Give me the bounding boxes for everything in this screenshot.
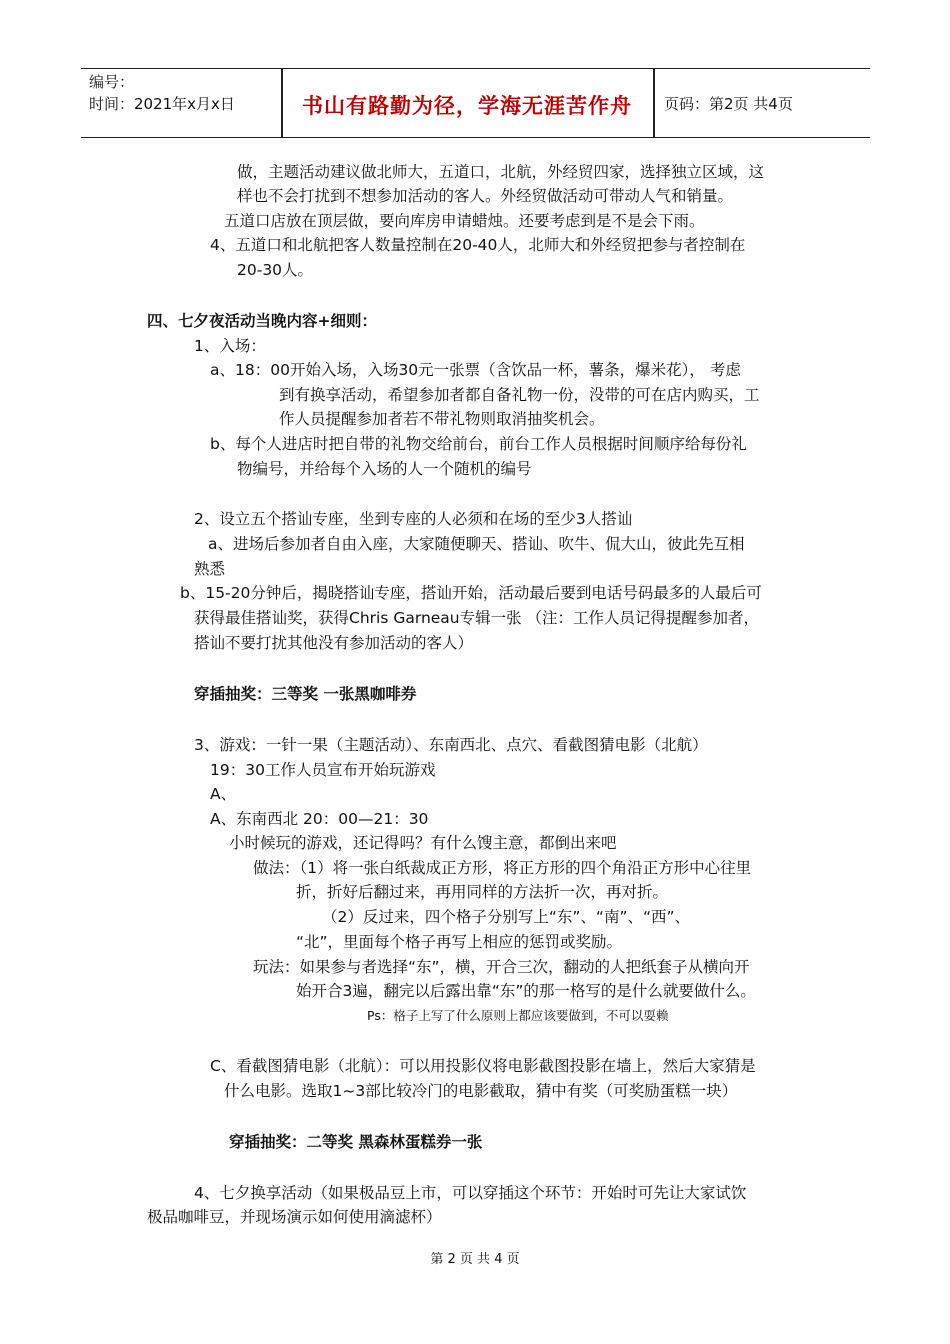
body-line: a、18：00开始入场，入场30元一张票（含饮品一杯，薯条，爆米花）， 考虑 [210, 361, 741, 379]
page-footer: 第 2 页 共 4 页 [430, 1252, 520, 1267]
header-meta [89, 71, 235, 115]
body-line: 19：30工作人员宣布开始玩游戏 [210, 761, 436, 779]
number-label: 编号： [89, 73, 135, 91]
motto: 书山有路勤为径，学海无涯苦作舟 [302, 94, 632, 118]
body-line: 4、七夕换享活动（如果极品豆上市，可以穿插这个环节：开始时可先让大家试饮 [194, 1184, 747, 1202]
body-line: 1、入场： [194, 337, 266, 355]
body-line: A、东南西北 20：00—21：30 [210, 810, 429, 828]
body-line: b、15-20分钟后，揭晓搭讪专座，搭讪开始，活动最后要到电话号码最多的人最后可 [180, 584, 762, 602]
body-line: 五道口店放在顶层做，要向库房申请蜡烛。还要考虑到是不是会下雨。 [224, 212, 705, 230]
page-info: 页码：第2页 共4页 [664, 95, 793, 113]
header-divider [653, 69, 655, 137]
body-line: 做，主题活动建议做北师大，五道口，北航，外经贸四家，选择独立区域，这 [237, 163, 765, 181]
body-line: a、进场后参加者自由入座，大家随便聊天、搭讪、吹牛、侃大山，彼此先互相 [208, 535, 745, 553]
body-line: 折，折好后翻过来，再用同样的方法折一次，再对折。 [296, 883, 669, 901]
body-line: 物编号，并给每个入场的人一个随机的编号 [237, 460, 532, 478]
body-line: 小时候玩的游戏，还记得吗？有什么馊主意，都倒出来吧 [229, 834, 617, 852]
body-line: 作人员提醒参加者若不带礼物则取消抽奖机会。 [279, 410, 605, 428]
body-line: b、每个人进店时把自带的礼物交给前台，前台工作人员根据时间顺序给每份礼 [210, 435, 747, 453]
body-line: 始开合3遍，翻完以后露出靠“东”的那一格写的是什么就要做什么。 [296, 982, 756, 1000]
lottery-heading: 穿插抽奖：三等奖 一张黑咖啡券 [194, 685, 417, 703]
lottery-heading: 穿插抽奖：二等奖 黑森林蛋糕券一张 [229, 1133, 483, 1151]
body-line: 做法：（1）将一张白纸裁成正方形，将正方形的四个角沿正方形中心往里 [253, 859, 752, 877]
body-line: 3、游戏：一针一果（主题活动）、东南西北、点穴、看截图猜电影（北航） [194, 736, 708, 754]
body-line: 4、五道口和北航把客人数量控制在20-40人，北师大和外经贸把参与者控制在 [210, 236, 746, 254]
body-line: 2、设立五个搭讪专座，坐到专座的人必须和在场的至少3人搭讪 [194, 510, 633, 528]
body-line: 玩法：如果参与者选择“东”，横，开合三次，翻动的人把纸套子从横向开 [253, 958, 750, 976]
body-line: “北”，里面每个格子再写上相应的惩罚或奖励。 [296, 933, 623, 951]
body-line: C、看截图猜电影（北航）：可以用投影仪将电影截图投影在墙上，然后大家猜是 [210, 1057, 756, 1075]
body-line: 极品咖啡豆，并现场演示如何使用滴滤杯） [147, 1208, 442, 1226]
section-heading: 四、七夕夜活动当晚内容+细则： [147, 312, 377, 330]
date-label: 时间：2021年x月x日 [89, 95, 235, 113]
body-line: 搭讪不要打扰其他没有参加活动的客人） [194, 634, 474, 652]
body-line: 什么电影。选取1~3部比较冷门的电影截取，猜中有奖（可奖励蛋糕一块） [224, 1082, 738, 1100]
body-line: （2）反过来，四个格子分别写上“东”、“南”、“西”、 [322, 908, 691, 926]
body-line: 到有换享活动，希望参加者都自备礼物一份，没带的可在店内购买，工 [279, 386, 760, 404]
body-line: 熟悉 [194, 560, 226, 578]
page-header [81, 68, 870, 138]
body-line: A、 [210, 785, 237, 803]
note-line: Ps：格子上写了什么原则上都应该要做到，不可以耍赖 [367, 1008, 669, 1023]
body-line: 获得最佳搭讪奖，获得Chris Garneau专辑一张 （注：工作人员记得提醒参加者， [194, 609, 760, 627]
body-line: 样也不会打扰到不想参加活动的客人。外经贸做活动可带动人气和销量。 [237, 187, 734, 205]
body-line: 20-30人。 [237, 261, 314, 279]
